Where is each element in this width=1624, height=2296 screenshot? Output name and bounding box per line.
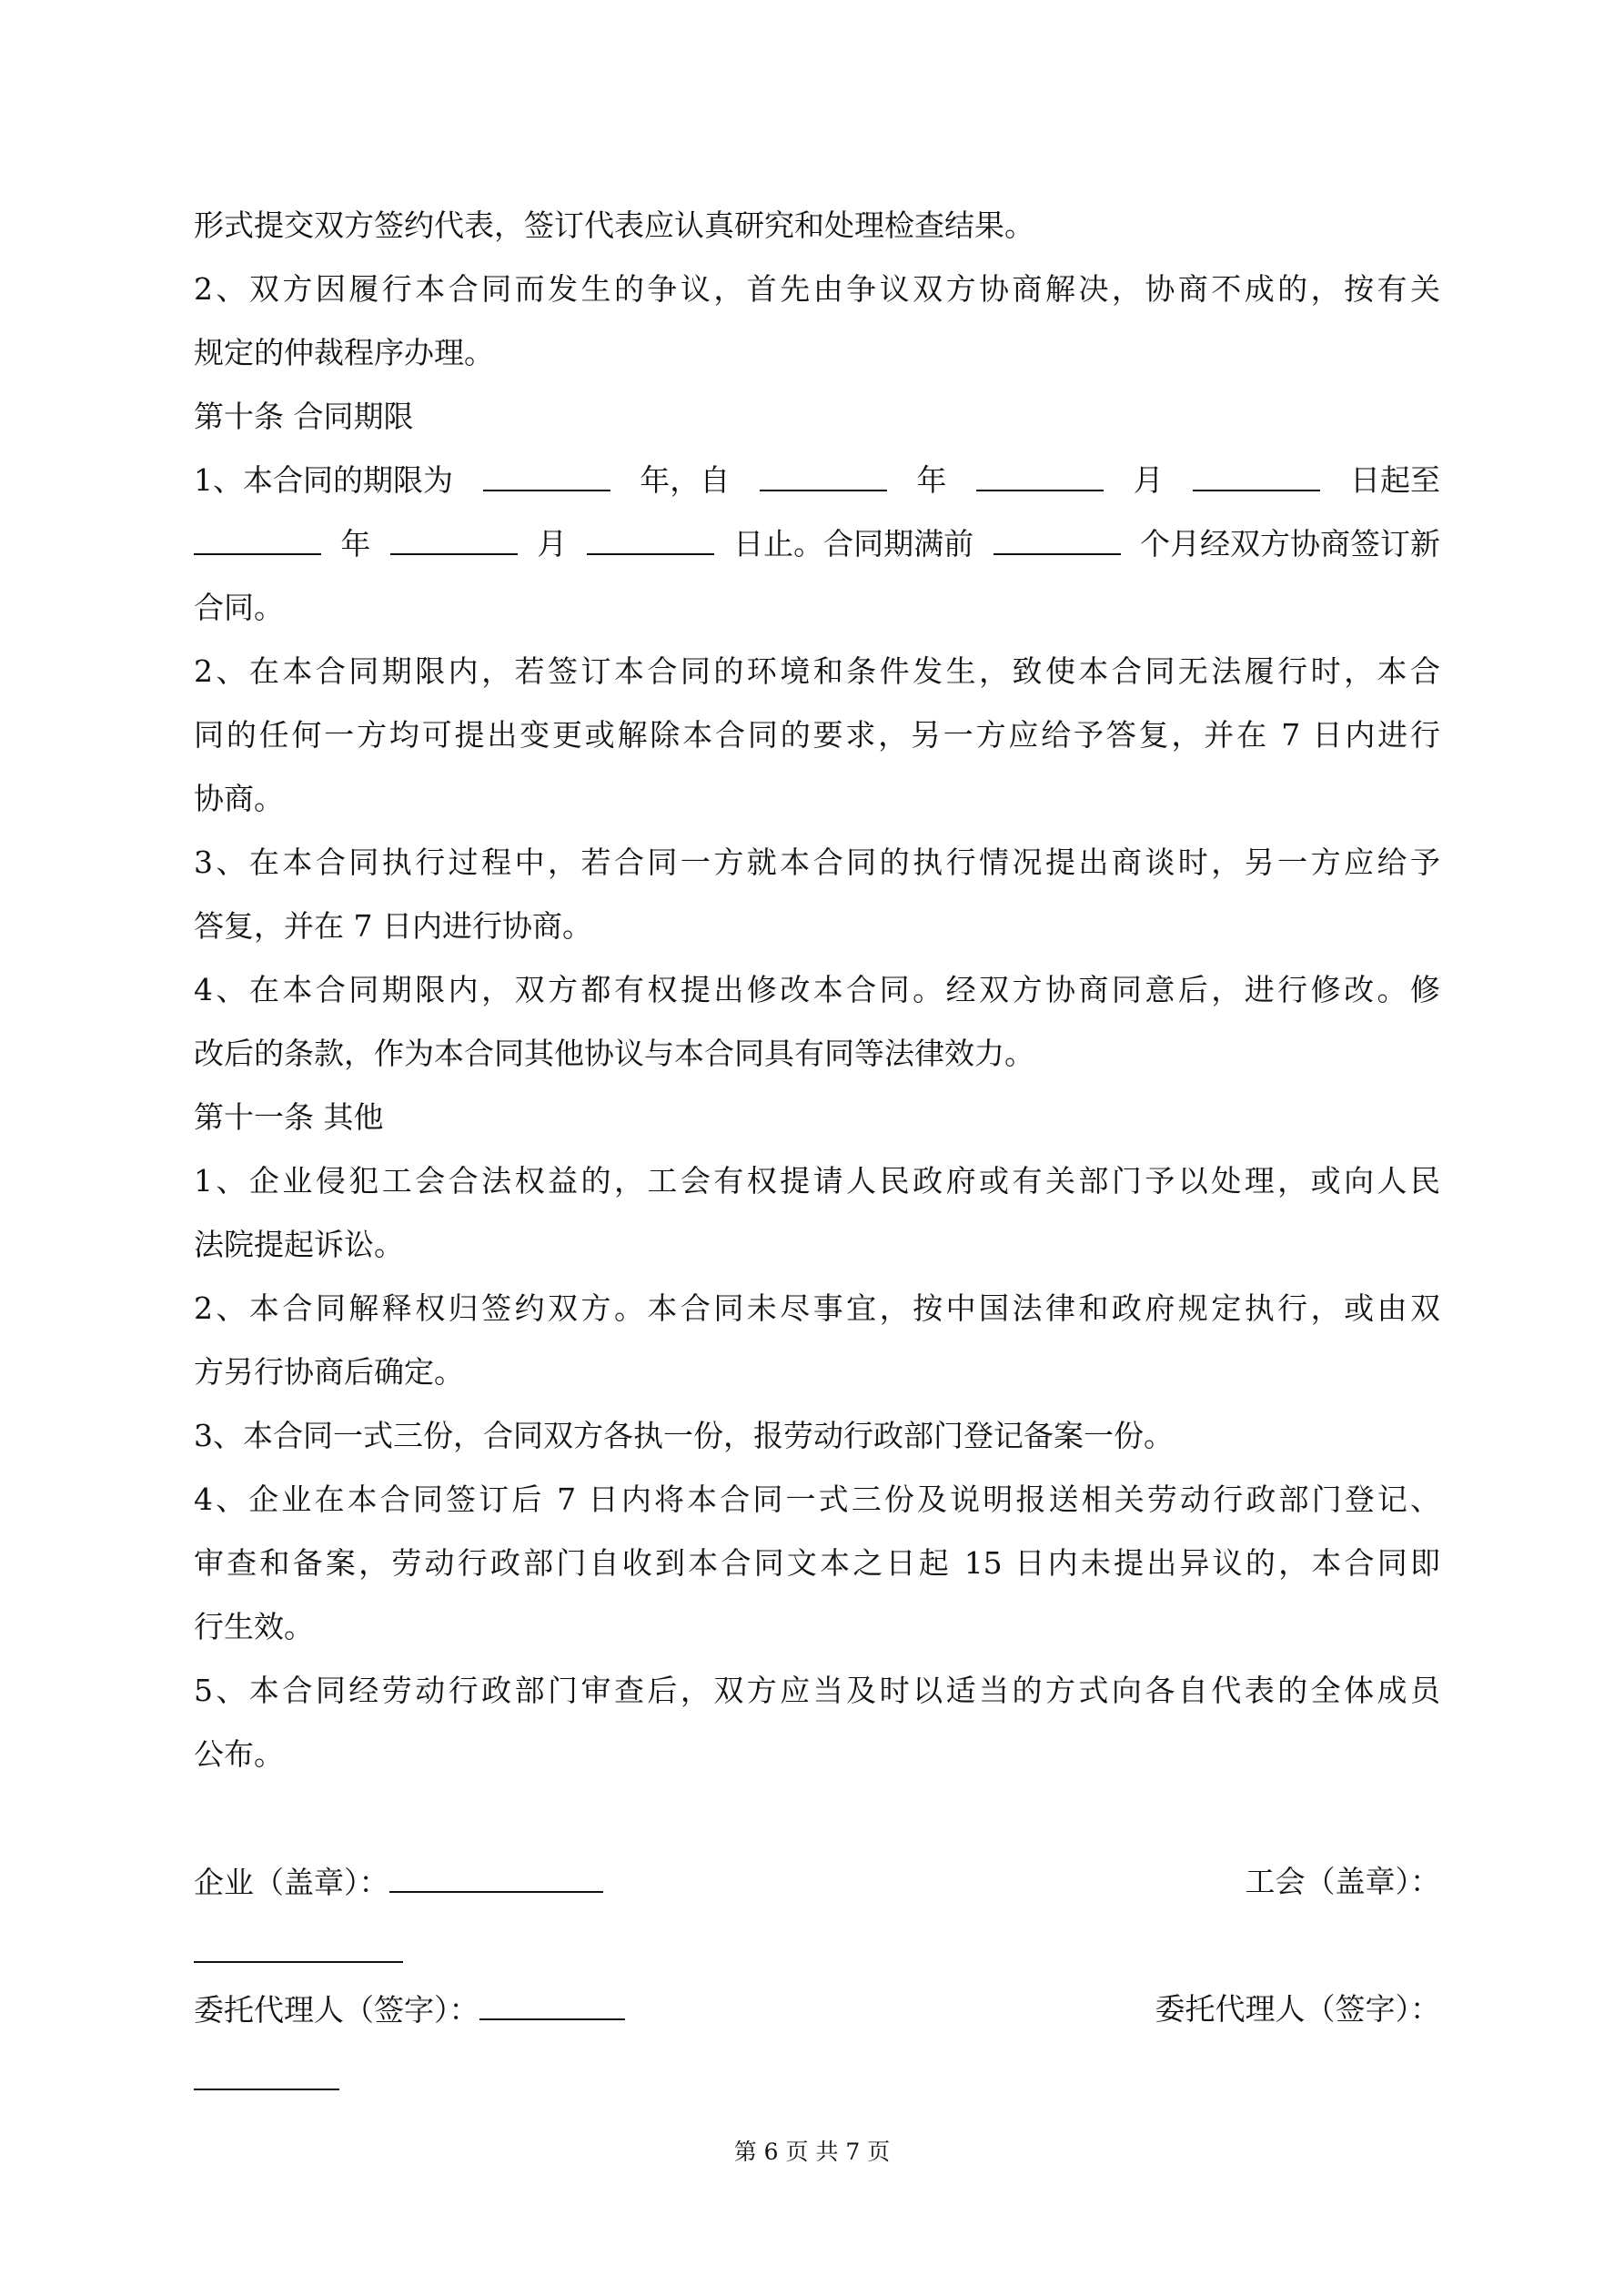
paragraph-line: 4、企业在本合同签订后 7 日内将本合同一式三份及说明报送相关劳动行政部门登记、 [194, 1482, 1440, 1517]
text: 个月经双方协商签订新 [1139, 526, 1440, 561]
blank-end-year[interactable] [194, 526, 321, 555]
paragraph-line: 5、本合同经劳动行政部门审查后，双方应当及时以适当的方式向各自代表的全体成员 [194, 1673, 1440, 1708]
blank-months-before[interactable] [994, 526, 1121, 555]
agent-row [194, 1991, 1440, 2028]
paragraph-line: 3、在本合同执行过程中，若合同一方就本合同的执行情况提出商谈时，另一方应给予 [194, 845, 1440, 880]
blank-end-day[interactable] [587, 526, 714, 555]
enterprise-seal-blank[interactable] [389, 1864, 603, 1893]
paragraph-line: 法院提起诉讼。 [194, 1227, 404, 1262]
agent-left-label: 委托代理人（签字）： [194, 1992, 479, 2028]
text: 年 [916, 462, 947, 498]
paragraph-line: 协商。 [194, 781, 284, 816]
enterprise-seal [194, 1864, 603, 1901]
section-heading: 第十条 合同期限 [194, 399, 414, 434]
text: 年，自 [640, 462, 731, 498]
text: 1、本合同的期限为 [194, 462, 453, 498]
blank-start-year[interactable] [760, 462, 887, 491]
paragraph-line: 合同。 [194, 590, 284, 625]
paragraph-line: 答复，并在 7 日内进行协商。 [194, 908, 592, 944]
union-seal-label: 工会（盖章）： [1245, 1864, 1440, 1899]
paragraph-line: 2、本合同解释权归签约双方。本合同未尽事宜，按中国法律和政府规定执行，或由双 [194, 1290, 1440, 1326]
text: 日止。合同期满前 [733, 526, 974, 561]
paragraph-line: 规定的仲裁程序办理。 [194, 335, 494, 370]
paragraph-line: 4、在本合同期限内，双方都有权提出修改本合同。经双方协商同意后，进行修改。修 [194, 972, 1440, 1007]
text: 日起至 [1350, 462, 1440, 498]
blank-start-day[interactable] [1193, 462, 1320, 491]
paragraph-line: 方另行协商后确定。 [194, 1354, 464, 1390]
paragraph-line: 2、在本合同期限内，若签订本合同的环境和条件发生，致使本合同无法履行时，本合 [194, 653, 1440, 689]
paragraph-line: 1、企业侵犯工会合法权益的，工会有权提请人民政府或有关部门予以处理，或向人民 [194, 1163, 1440, 1199]
page-footer: 第 6 页 共 7 页 [733, 2139, 891, 2165]
section-heading: 第十一条 其他 [194, 1099, 384, 1135]
paragraph-line: 形式提交双方签约代表，签订代表应认真研究和处理检查结果。 [194, 207, 1034, 243]
paragraph-line: 2、双方因履行本合同而发生的争议，首先由争议双方协商解决，协商不成的，按有关 [194, 271, 1440, 307]
text: 年 [340, 526, 371, 561]
blank-years[interactable] [483, 462, 610, 491]
term-clause-line-1 [194, 462, 1440, 499]
paragraph-line: 行生效。 [194, 1609, 314, 1644]
paragraph-line: 同的任何一方均可提出变更或解除本合同的要求，另一方应给予答复，并在 7 日内进行 [194, 717, 1440, 753]
paragraph-line: 3、本合同一式三份，合同双方各执一份，报劳动行政部门登记备案一份。 [194, 1418, 1174, 1453]
blank-start-month[interactable] [976, 462, 1104, 491]
agent-left-blank[interactable] [479, 1991, 625, 2020]
blank-end-month[interactable] [390, 526, 518, 555]
agent-left [194, 1991, 625, 2028]
enterprise-seal-label: 企业（盖章）： [194, 1865, 389, 1900]
paragraph-line: 审查和备案，劳动行政部门自收到本合同文本之日起 15 日内未提出异议的，本合同即 [194, 1545, 1440, 1581]
seal-row [194, 1864, 1440, 1901]
agent-right-label: 委托代理人（签字）： [1155, 1991, 1440, 2027]
text: 月 [1133, 462, 1164, 498]
term-clause-line-2 [194, 526, 1440, 562]
union-seal-blank[interactable] [194, 1961, 403, 1963]
text: 月 [537, 526, 568, 561]
paragraph-line: 改后的条款，作为本合同其他协议与本合同具有同等法律效力。 [194, 1036, 1034, 1071]
agent-right-blank[interactable] [194, 2089, 339, 2090]
paragraph-line: 公布。 [194, 1736, 284, 1772]
